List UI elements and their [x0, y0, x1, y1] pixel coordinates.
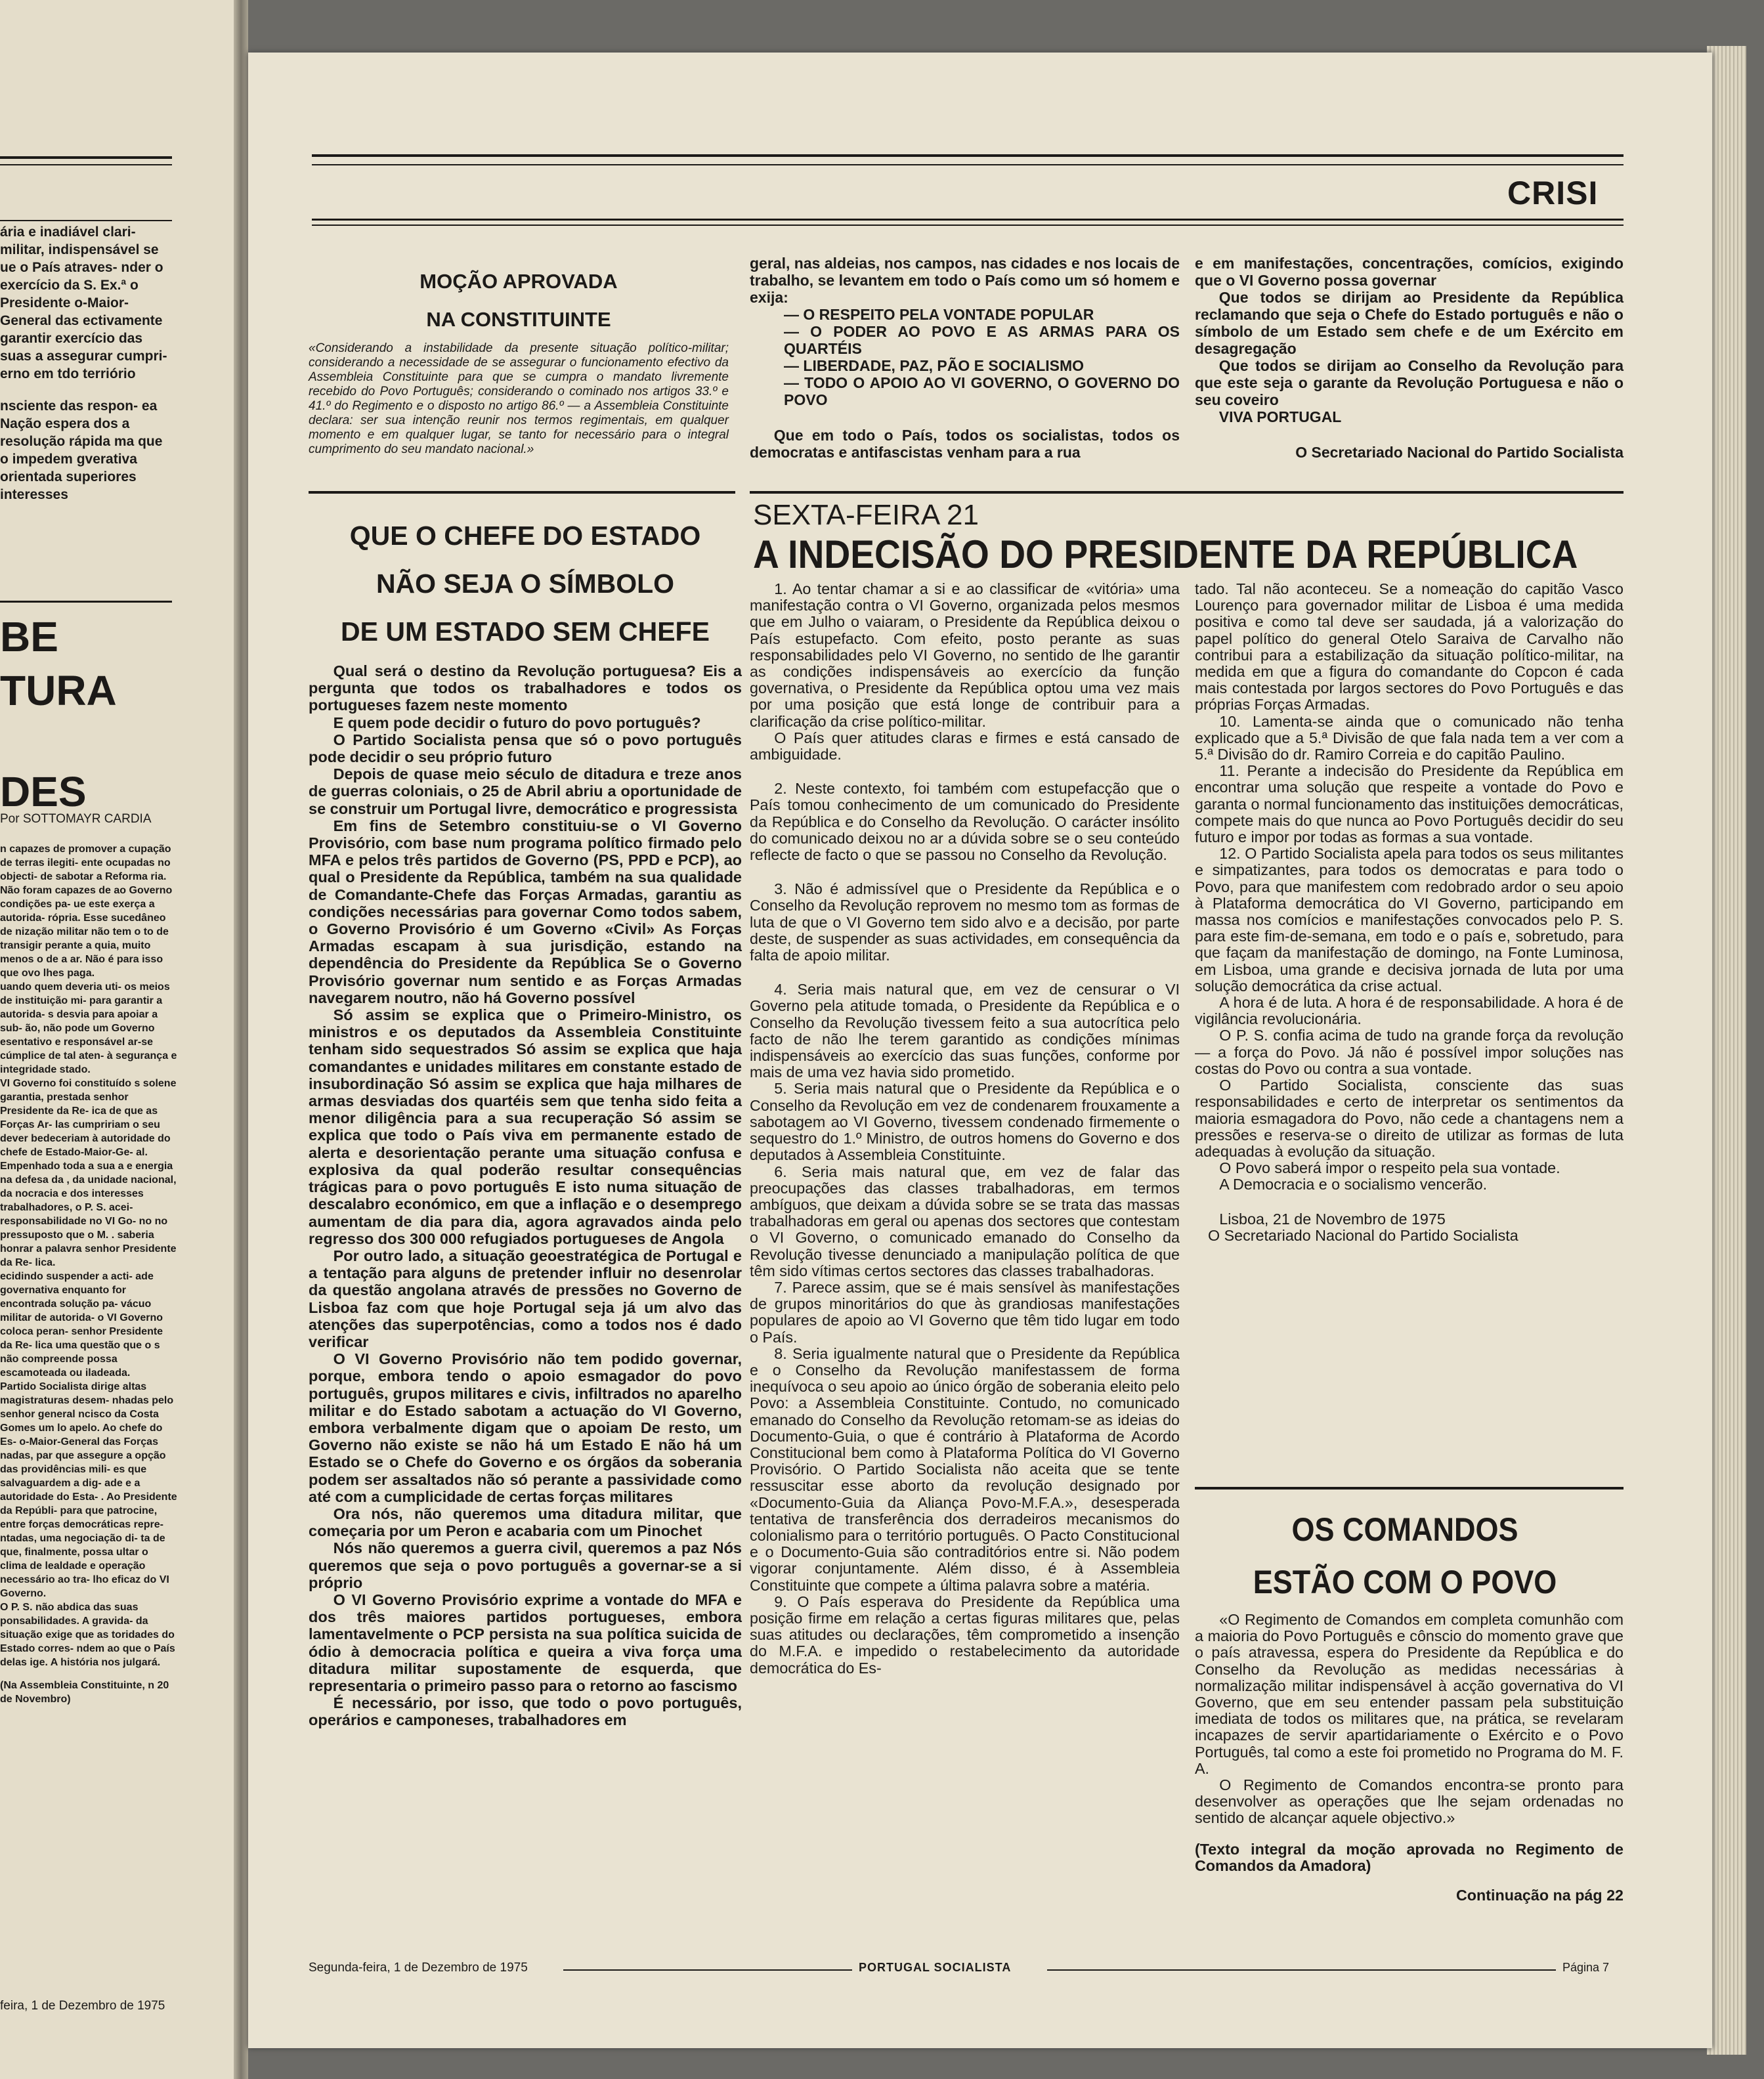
article-paragraph: 11. Perante a indecisão do Presidente da República em encontrar uma solução que respeite a vontade do Povo e garanta o normal funcionamento das instituições democráticas, compete mais do que nunca ao Povo Português decidir do seu futuro e impor por todas as formas a sua vontade.: [1195, 762, 1624, 846]
footer-rule: [563, 1969, 852, 1971]
motion-title: NA CONSTITUINTE: [426, 308, 611, 331]
appeal-text: Que todos se dirijam ao Presidente da República reclamando que seja o Chefe do Estado português e não o símbolo de um Estado sem chefe e de um Exército em desagregação: [1195, 289, 1624, 357]
motion-text: «Considerando a instabilidade da presente situação político-militar; considerando a necessidade de se assegurar o funcionamento efectivo da Assembleia Constituinte para que se cumpra o mandato livremente recebido do Povo Português; considerando o cominado nos artigos 33.º e 41.º do Regimento e o disposto no artigo 86.º — a Assembleia Constituinte declara: ser sua intenção reunir nos termos regimentais, em qualquer momento e em qualquer lugar, se tanto for necessário para o integral cumprimento do seu mandato nacional.»: [309, 341, 729, 456]
article-title: NÃO SEJA O SÍMBOLO: [376, 568, 675, 599]
article-headline: A INDECISÃO DO PRESIDENTE DA REPÚBLICA: [753, 532, 1578, 576]
section-heading: CRISI: [1507, 175, 1599, 211]
article-paragraph: Só assim se explica que o Primeiro-Ministro, os ministros e os deputados da Assembleia Constituinte tenham sido sequestrados Só assim se explica que haja comandantes e unidades militares em constante estado de insubordinação Só assim se explica que haja milhares de armas desviadas dos quartéis sem que tenha sido feita a menor diligência para a sua recuperação Só assim se explica que todo o País viva em permanente estado de alerta e desorientação perante uma situação confusa e explosiva da qual poderão resultar consequências trágicas para o povo português E isto numa situação de descalabro económico, em que a inflação e o desemprego aumentam de dia para dia, agora agravados ainda pelo regresso dos 300 000 refugiados portugueses de Angola: [309, 1006, 742, 1247]
article-paragraph: 6. Seria mais natural que, em vez de falar das preocupações das classes trabalhadoras, em termos ambíguos, que deixam a dúvida sobre se se trata das massas trabalhadoras em geral ou apenas dos sectores que contestam o VI Governo, o comunicado emanado do Conselho da Revolução tivesse denunciado a manipulação política de que têm sido vítimas certos sectores das classes trabalhadoras.: [750, 1163, 1180, 1279]
prev-paragraph: VI Governo foi constituído s solene garantia, prestada senhor Presidente da Re- ica de que as Forças Ar- las cumpririam o seu dever bedeceriam à autoridade do chefe de Estado-Maior-Ge- al. Empenhado toda a sua a e energia na defesa da , da unidade nacional, da nocracia e dos interesses trabalhadores, o P. S. acei- responsabilidade no VI Go- no no pressuposto que o M. . saberia honrar a palavra senhor Presidente da Re- lica.: [0, 1078, 177, 1268]
article-paragraph: E quem pode decidir o futuro do povo português?: [333, 714, 701, 731]
prev-paragraph: n capazes de promover a cupação de terras ilegiti- ente ocupadas no objecti- de sabotar a Reforma ria. Não foram capazes de ao Governo condições pa- ue este exerça a autorida- rópria. Esse sucedâneo de nização militar não tem o to de transigir perante a quia, muito menos o de a ar. Não é para isso que ovo lhes paga.: [0, 844, 173, 979]
motion-box: [309, 263, 729, 457]
footer-rule: [1047, 1969, 1556, 1971]
prev-headline-line: BE: [0, 613, 58, 660]
appeal-text: VIVA PORTUGAL: [1218, 408, 1342, 425]
prev-paragraph: (Na Assembleia Constituinte, n 20 de Novembro): [0, 1680, 169, 1705]
comandos-body: [1195, 1612, 1624, 1904]
prev-body: [0, 842, 177, 1706]
article-paragraph: O VI Governo Provisório exprime a vontade do MFA e dos três maiores partidos portugueses, embora lamentavelmente o PCP persista na sua política suicida de ódio à democracia política e queira a viva força uma ditadura militar supostamente de esquerda, que representaria o primeiro passo para o retorno ao fascismo: [309, 1591, 742, 1694]
appeal-text: Que em todo o País, todos os socialistas, todos os democratas e antifascistas venham para a rua: [750, 427, 1180, 461]
prev-headline-line: DES: [0, 768, 87, 815]
prev-paragraph: nsciente das respon- ea Nação espera dos a resolução rápida ma que o impedem gverativa orientada superiores interesses: [0, 398, 163, 502]
article-paragraph: O Povo saberá impor o respeito pela sua vontade.: [1219, 1159, 1560, 1177]
slogan: — TODO O APOIO AO VI GOVERNO, O GOVERNO DO POVO: [784, 374, 1180, 408]
article-paragraph: 4. Seria mais natural que, em vez de censurar o VI Governo pela atitude tomada, o Presidente da República e o Conselho da Revolução tivessem feito a sua autocrítica pelo facto de não lhe terem garantido as condições mínimas indispensáveis ao exercício das suas funções, conforme por mais de uma vez havia sido prometido.: [750, 981, 1180, 1081]
article-paragraph: O P. S. confia acima de tudo na grande força da revolução — a força do Povo. Já não é possível impor soluções nas costas do Povo ou contra a sua vontade.: [1195, 1027, 1624, 1077]
section-rule: [1195, 1487, 1624, 1490]
article-paragraph: 9. O País esperava do Presidente da República uma posição firme em relação a certas figuras militares que, pelas suas atitudes ou declarações, têm comprometido a insenção do M.F.A. e impedido o restabelecimento da autoridade democrática do Es-: [750, 1593, 1180, 1677]
continuation-note: Continuação na pág 22: [1455, 1887, 1624, 1904]
article-paragraph: 3. Não é admissível que o Presidente da República e o Conselho da Revolução reprovem no mesmo tom as formas de luta de que o VI Governo tem sido alvo e a decisão, por parte deste, de suspender as suas actividades, em consequência da falta de apoio militar.: [750, 880, 1180, 964]
article-paragraph: 12. O Partido Socialista apela para todos os seus militantes e simpatizantes, para todos os democratas e para todo o Povo, para que manifestem com redobrado ardor o seu apoio à Plataforma democrática do VI Governo, participando em massa nos comícios e manifestações convocados pelo P. S. para este fim-de-semana, em todo e o país e, sobretudo, para que façam da manifestação de domingo, na Fonte Luminosa, em Lisboa, uma grande e decisiva jornada de luta por uma solução democrática da crise actual.: [1195, 845, 1624, 995]
comandos-paragraph: «O Regimento de Comandos em completa comunhão com a maioria do Povo Português e cônscio do momento grave que o país atravessa, espera do Presidente da República e do Conselho da Revolução as medidas necessárias à normalização militar indispensável à acção governativa do VI Governo, que em seu entender passam pela substituição imediata de todos os militares que, na prática, se revelaram incapazes de servir apartidariamente o Exército e o Povo Português, tal como a este foi prometido no Programa do M. F. A.: [1195, 1611, 1624, 1777]
article-paragraph: 10. Lamenta-se ainda que o comunicado não tenha explicado que a 5.ª Divisão de que fala nada tem a ver com a 5.ª Divisão do dr. Ramiro Correia e do capitão Paulino.: [1195, 712, 1624, 763]
prev-headline: [0, 611, 117, 819]
article-paragraph: 7. Parece assim, que se é mais sensível às manifestações de grupos minoritários do que às grandiosas manifestações populares de apoio ao VI Governo que têm tido lugar em todo o País.: [750, 1278, 1180, 1346]
article-paragraph: O País quer atitudes claras e firmes e está cansado de ambiguidade.: [750, 729, 1180, 763]
article-paragraph: A hora é de luta. A hora é de responsabilidade. A hora é de vigilância revolucionária.: [1195, 994, 1624, 1028]
article-kicker: SEXTA-FEIRA 21: [753, 499, 979, 531]
prev-paragraph: ária e inadiável clari- militar, indispensável se ue o País atraves- nder o exercício da S. Ex.ª o Presidente o-Maior-General das ectivamente garantir exercício das suas a assegurar cumpri- erno em tdo terriório: [0, 225, 167, 381]
article-paragraph: Depois de quase meio século de ditadura e treze anos de guerras coloniais, o 25 de Abril abriu a oportunidade de se construir um Portugal livre, democrático e progressista: [309, 765, 742, 817]
article-paragraph: 8. Seria igualmente natural que o Presidente da República e o Conselho da Revolução manifestassem de forma inequívoca o seu apoio ao único órgão de soberania eleito pelo Povo: a Assembleia Constituinte. Contudo, no comunicado emanado do Conselho da Revolução retomam-se as ideias do Documento-Guia, o que é contrário à Plataforma de Acordo Constitucional bem como à Plataforma Política do VI Governo Provisório. O Partido Socialista não aceita que se tente ressuscitar esse aborto da revolução designado por «Documento-Guia da Aliança Povo-M.F.A.», desesperada tentativa de transferência dos derradeiros mecanismos do colonialismo para o território português. O Pacto Constitucional e o Documento-Guia são contraditórios entre si. Não podem vigorar conjuntamente. Além disso, é à Assembleia Constituinte que compete a última palavra sobre a matéria.: [750, 1344, 1180, 1594]
article-paragraph: Nós não queremos a guerra civil, queremos a paz Nós queremos que seja o povo português a governar-se a si próprio: [309, 1539, 742, 1591]
divider: [0, 164, 172, 165]
header-rule: [312, 164, 1624, 165]
previous-page: [0, 0, 234, 2079]
article-paragraph: É necessário, por isso, que todo o povo português, operários e camponeses, trabalhadores em: [309, 1694, 742, 1729]
prev-paragraph: Partido Socialista dirige altas magistraturas desem- nhadas pelo senhor general ncisco da Costa Gomes um lo apelo. Ao chefe do Es- o-Maior-General das Forças nadas, par que assegure a opção das providências mili- es que salvaguardem a dig- ade e a autoridade do Esta- . Ao Presidente da Repúbli- para que patrocine, entre forças democráticas repre- ntadas, uma negociação di- ta de que, finalmente, possa ultar o clima de lealdade e operação necessário ao tra- lho eficaz do VI Governo.: [0, 1381, 177, 1599]
article-paragraph: tado. Tal não aconteceu. Se a nomeação do capitão Vasco Lourenço para governador militar de Lisboa é uma medida positiva e como tal deve ser saudada, já a valorização do papel político do general Otelo Saraiva de Carvalho não contribui para a estabilização da situação político-militar, na medida em que a figura do comandante do Copcon é cada mais contestada por largos sectores do Povo Português e das próprias Forças Armadas.: [1195, 580, 1624, 714]
comandos-title-line: OS COMANDOS: [1291, 1511, 1518, 1548]
footer-date: Segunda-feira, 1 de Dezembro de 1975: [309, 1961, 528, 1975]
appeal-text: geral, nas aldeias, nos campos, nas cidades e nos locais de trabalho, se levantem em todo o País como um só homem e exija:: [750, 255, 1180, 306]
prev-paragraph: ecidindo suspender a acti- ade governativa enquanto for encontrada solução pa- vácuo militar de autorida- o VI Governo coloca peran- senhor Presidente da Re- lica uma questão que o s não compreende possa escamoteada ou iladeada.: [0, 1271, 163, 1379]
article-paragraph: 5. Seria mais natural que o Presidente da República e o Conselho da Revolução em vez de condenarem frouxamente a sabotagem ao VI Governo, tivessem condenado firmemente o sequestro do 1.º Ministro, de outros homens do Governo e dos deputados à Assembleia Constituinte.: [750, 1080, 1180, 1164]
article-title: DE UM ESTADO SEM CHEFE: [341, 616, 710, 647]
divider: [0, 220, 172, 221]
main-article-column-2: [1195, 581, 1624, 1244]
comandos-title: [1216, 1503, 1594, 1608]
motion-title: MOÇÃO APROVADA: [419, 270, 618, 293]
comandos-paragraph: O Regimento de Comandos encontra-se pronto para desenvolver as operações que lhe sejam ordenadas no sentido de alcançar aquele objectivo.»: [1195, 1776, 1624, 1827]
divider: [0, 156, 172, 159]
article-paragraph: Ora nós, não queremos uma ditadura militar, que começaria por um Peron e acabaria com um Pinochet: [309, 1505, 742, 1540]
article-paragraph: O Partido Socialista pensa que só o povo português pode decidir o seu próprio futuro: [309, 731, 742, 766]
slogan: — O RESPEITO PELA VONTADE POPULAR: [784, 306, 1094, 323]
header-rule: [312, 154, 1624, 157]
comandos-note: (Texto integral da moção aprovada no Regimento de Comandos da Amadora): [1195, 1840, 1624, 1874]
prev-author: Por SOTTOMAYR CARDIA: [0, 812, 152, 826]
section-rule: [309, 491, 735, 494]
article-paragraph: Qual será o destino da Revolução portuguesa? Eis a pergunta que todos os trabalhadores e todos os portugueses fazem neste momento: [309, 662, 742, 714]
article-paragraph: Por outro lado, a situação geoestratégica de Portugal e a tentação para alguns de pretender influir no desenrolar da questão angolana através de pressões no Governo de Lisboa faz com que hoje Portugal seja já um alvo das atenções das superpotências, como a todos nos é dado verificar: [309, 1247, 742, 1350]
prev-paragraph: uando quem deveria uti- os meios de instituição mi- para garantir a autorida- s desvia para apoiar a sub- ão, não pode um Governo esentativo e responsável ar-se cúmplice de tal aten- à segurança e integridade stado.: [0, 981, 177, 1075]
article-signature: O Secretariado Nacional do Partido Socialista: [1208, 1226, 1518, 1244]
dateline: Lisboa, 21 de Novembro de 1975: [1219, 1210, 1446, 1228]
binding-gutter: [234, 0, 248, 2079]
divider: [0, 601, 172, 603]
prev-footer: feira, 1 de Dezembro de 1975: [0, 1999, 165, 2013]
article-paragraph: O VI Governo Provisório não tem podido governar, porque, embora tendo o apoio esmagador do povo português, grupos militares e civis, infiltrados no aparelho militar e do Estado sabotam a actuação do VI Governo, embora verbalmente digam que o apoiam De resto, um Governo não existe se não há um Estado E não há um Estado se o Chefe do Governo e os órgãos da soberania podem ser assaltados não só perante a passividade como até com a cumplicidade de certas forças militares: [309, 1350, 742, 1505]
article-paragraph: A Democracia e o socialismo vencerão.: [1219, 1176, 1488, 1193]
article-paragraph: O Partido Socialista, consciente das suas responsabilidades e certo de interpretar os sentimentos da maioria esmagadora do Povo, não cede a chantagens nem a pressões e reserva-se o direito de utilizar as formas de luta adequadas à evolução da situação.: [1195, 1077, 1624, 1160]
slogan: — LIBERDADE, PAZ, PÃO E SOCIALISMO: [784, 357, 1085, 374]
prev-paragraph: O P. S. não abdica das suas ponsabilidades. A gravida- da situação exige que as toridades do Estado corres- ndem ao que o País delas ige. A história nos julgará.: [0, 1602, 175, 1668]
article-title: QUE O CHEFE DO ESTADO: [349, 521, 701, 551]
comandos-title-line: ESTÃO COM O POVO: [1253, 1564, 1557, 1600]
appeal-text: e em manifestações, concentrações, comícios, exigindo que o VI Governo possa governar: [1195, 255, 1624, 289]
appeal-column: [750, 255, 1180, 461]
page-stack-edge: [1707, 46, 1746, 2055]
appeal-signature: O Secretariado Nacional do Partido Socialista: [1295, 444, 1624, 461]
section-rule: [750, 491, 1624, 494]
article-paragraph: Em fins de Setembro constituiu-se o VI Governo Provisório, com base num programa político firmado pelo MFA e pelos três partidos de Governo (PS, PPD e PCP), ao qual o Presidente da República, também na sua qualidade de Comandante-Chefe das Forças Armadas, garantiu as condições necessárias para governar Como todos sabem, o Governo Provisório é um Governo «Civil» As Forças Armadas escapam à sua jurisdição, estando na dependência do Presidente da República Se o Governo Provisório governar num sentido e as Forças Armadas navegarem noutro, não há Governo possível: [309, 817, 742, 1006]
publication-name: PORTUGAL SOCIALISTA: [859, 1961, 1012, 1974]
slogan: — O PODER AO POVO E AS ARMAS PARA OS QUARTÉIS: [784, 323, 1180, 357]
header-rule: [312, 219, 1624, 221]
appeal-text: Que todos se dirijam ao Conselho da Revolução para que este seja o garante da Revolução Portuguesa e não o seu coveiro: [1195, 357, 1624, 408]
left-article: [309, 512, 742, 1729]
article-paragraph: 2. Neste contexto, foi também com estupefacção que o País tomou conhecimento de um comunicado do Presidente da República e do Conselho da Revolução. O carácter insólito do comunicado deixou no ar a dúvida sobre se o seu conteúdo reflecte de facto o que se passou no Conselho da Revolução.: [750, 780, 1180, 864]
prev-intro: [0, 223, 172, 518]
header-rule: [312, 225, 1624, 226]
page-number: Página 7: [1562, 1961, 1610, 1974]
appeal-column-2: [1195, 255, 1624, 461]
article-paragraph: 1. Ao tentar chamar a si e ao classificar de «vitória» uma manifestação contra o VI Governo, organizada pelos mesmos que em Julho o vaiaram, o Presidente da República deixou o País estupefacto. Com efeito, posto perante as suas responsabilidades pelo VI Governo, no sentido de lhe garantir as condições indispensáveis ao exercício da função governativa, o Presidente da República optou uma vez mais por uma posição que está longe de contribuir para a clarificação da crise político-militar.: [750, 580, 1180, 730]
main-article-column-1: [750, 581, 1180, 1677]
prev-headline-line: TURA: [0, 667, 117, 714]
